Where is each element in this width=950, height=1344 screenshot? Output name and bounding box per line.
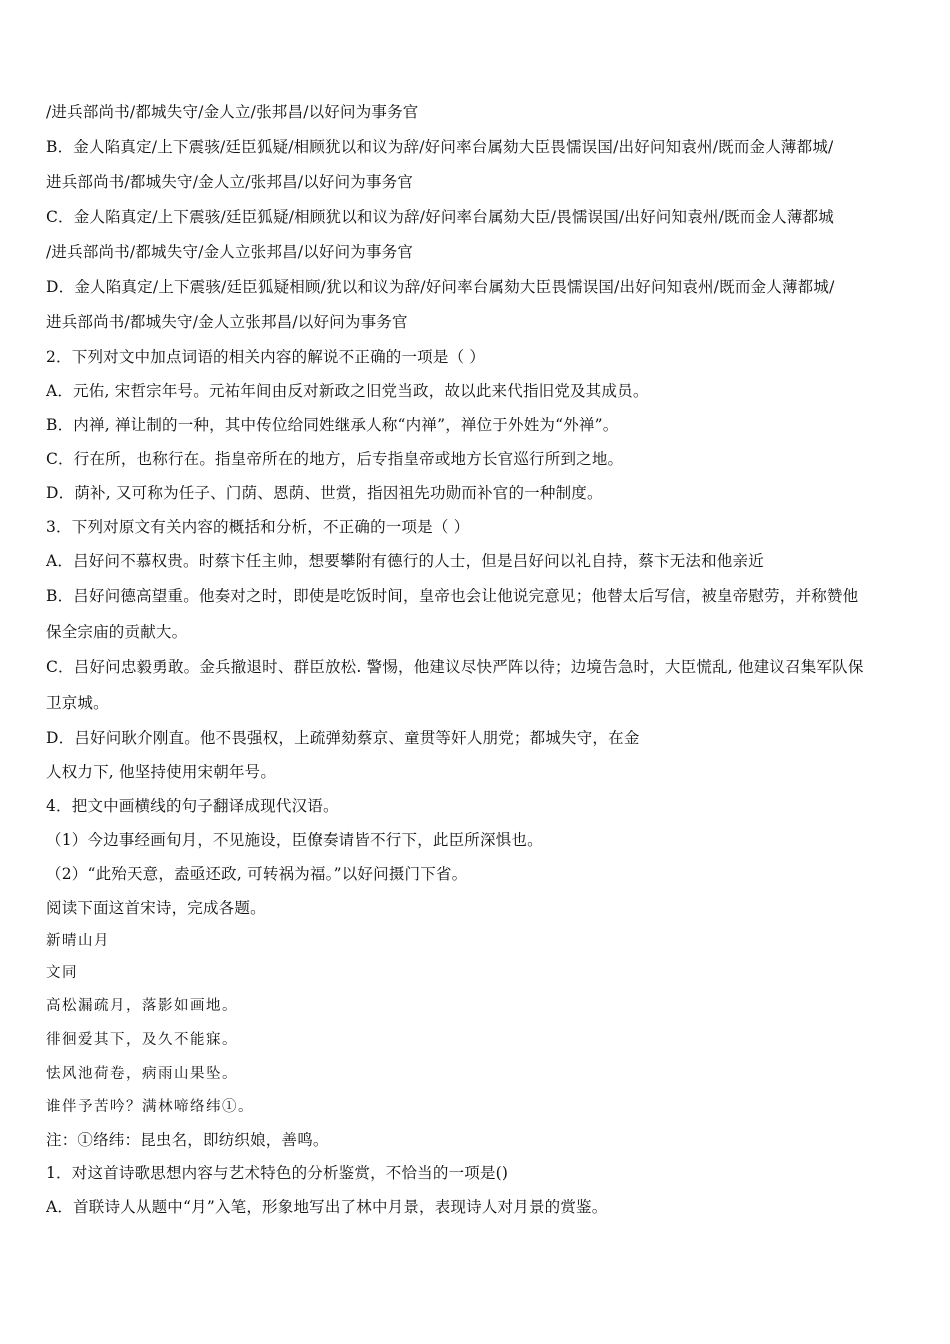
question-3-option-b-line-1: B．吕好问德高望重。他奏对之时，即使是吃饭时间，皇帝也会让他说完意见；他替太后写信，被皇帝慰劳，并称赞他 [46, 587, 859, 605]
poem-question-1: 1．对这首诗歌思想内容与艺术特色的分析鉴赏，不恰当的一项是() [46, 1164, 509, 1182]
poem-instruction: 阅读下面这首宋诗，完成各题。 [46, 899, 266, 917]
question-4: 4．把文中画横线的句子翻译成现代汉语。 [46, 797, 339, 815]
poem-line-4: 谁伴予苦吟？满林啼络纬①。 [46, 1099, 254, 1115]
poem-line-1: 高松漏疏月，落影如画地。 [46, 998, 238, 1014]
question-3-option-d-line-1: D．吕好问耿介刚直。他不畏强权，上疏弹劾蔡京、童贯等奸人朋党；都城失守，在金 [46, 729, 640, 747]
question-2-option-d: D．荫补, 又可称为任子、门荫、恩荫、世赏，指因祖先功勋而补官的一种制度。 [46, 484, 603, 502]
option-d-line-2: 进兵部尚书/都城失守/金人立张邦昌/以好问为事务官 [46, 313, 408, 331]
question-3-option-c-line-2: 卫京城。 [46, 694, 109, 712]
question-3-option-a: A．吕好问不慕权贵。时蔡卞任主帅，想要攀附有德行的人士，但是吕好问以礼自持，蔡卞无法和他亲近 [46, 552, 764, 570]
question-4-part-1: （1）今边事经画旬月，不见施设，臣僚奏请皆不行下，此臣所深惧也。 [46, 831, 543, 849]
question-2: 2．下列对文中加点词语的相关内容的解说不正确的一项是（ ） [46, 348, 486, 366]
question-2-option-b: B．内禅, 禅让制的一种，其中传位给同姓继承人称“内禅”，禅位于外姓为“外禅”。 [46, 416, 619, 434]
poem-line-2: 徘徊爱其下，及久不能寐。 [46, 1032, 238, 1048]
question-4-part-2: （2）“此殆天意，盍亟还政, 可转祸为福。”以好问摄门下省。 [46, 865, 468, 883]
option-b-line-1: B．金人陷真定/上下震骇/廷臣狐疑/相顾犹以和议为辞/好问率台属劾大臣畏懦误国/出好问知袁州/既而金人薄都城/ [46, 138, 834, 156]
question-3-option-c-line-1: C．吕好问忠毅勇敢。金兵撤退时、群臣放松. 警惕，他建议尽快严阵以待；边境告急时，大臣慌乱, 他建议召集军队保 [46, 658, 864, 676]
question-2-option-a: A．元佑, 宋哲宗年号。元祐年间由反对新政之旧党当政，故以此来代指旧党及其成员。 [46, 382, 649, 400]
option-c-line-2: /进兵部尚书/都城失守/金人立张邦昌/以好问为事务官 [46, 243, 414, 261]
poem-note: 注：①络纬：昆虫名，即纺织娘，善鸣。 [46, 1131, 329, 1149]
option-d-line-1: D．金人陷真定/上下震骇/廷臣狐疑相顾/犹以和议为辞/好问率台属劾大臣畏懦误国/出好问知袁州/既而金人薄都城/ [46, 278, 835, 296]
question-2-option-c: C．行在所，也称行在。指皇帝所在的地方，后专指皇帝或地方长官巡行所到之地。 [46, 450, 624, 468]
option-b-line-2: 进兵部尚书/都城失守/金人立/张邦昌/以好问为事务官 [46, 173, 414, 191]
question-3-option-d-line-2: 人权力下, 他坚持使用宋朝年号。 [46, 763, 277, 781]
poem-question-1-option-a: A．首联诗人从题中“月”入笔，形象地写出了林中月景，表现诗人对月景的赏鉴。 [46, 1198, 608, 1216]
poem-line-3: 怯风池荷卷，病雨山果坠。 [46, 1066, 238, 1082]
option-a-continuation: /进兵部尚书/都城失守/金人立/张邦昌/以好问为事务官 [46, 103, 419, 121]
option-c-line-1: C．金人陷真定/上下震骇/廷臣狐疑/相顾犹以和议为辞/好问率台属劾大臣/畏懦误国/出好问知袁州/既而金人薄都城 [46, 208, 834, 226]
question-3-option-b-line-2: 保全宗庙的贡献大。 [46, 623, 188, 641]
question-3: 3．下列对原文有关内容的概括和分析，不正确的一项是（ ） [46, 518, 470, 536]
poem-title: 新晴山月 [46, 933, 110, 949]
poem-author: 文同 [46, 965, 78, 981]
